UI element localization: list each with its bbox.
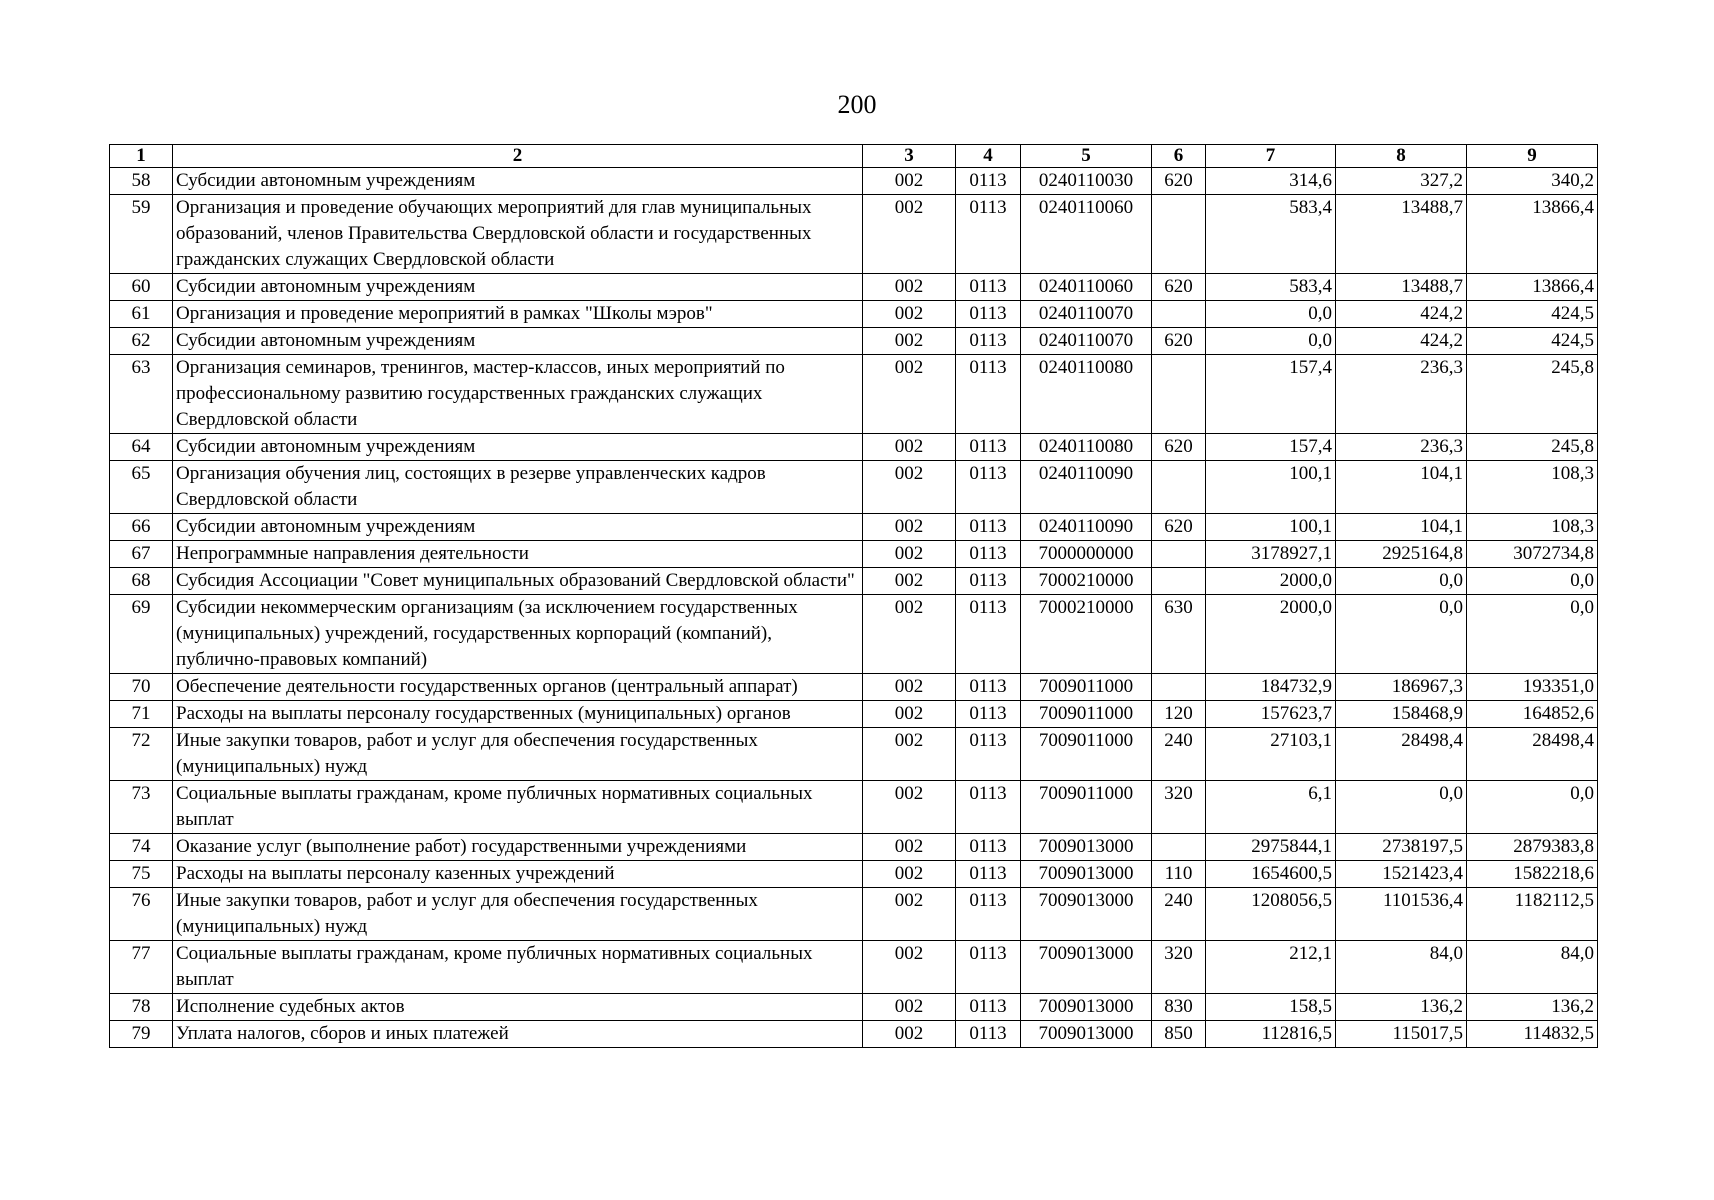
target-article-cell: 0240110070 [1021, 301, 1152, 328]
item-name-cell: Субсидии автономным учреждениям [173, 274, 863, 301]
table-row [110, 701, 1598, 728]
expense-type-cell [1152, 195, 1206, 274]
expense-type-cell: 320 [1152, 941, 1206, 994]
amount-col9-cell: 108,3 [1467, 514, 1598, 541]
amount-col7-cell: 27103,1 [1206, 728, 1336, 781]
expense-type-cell [1152, 301, 1206, 328]
table-row [110, 514, 1598, 541]
item-name-cell: Субсидии автономным учреждениям [173, 514, 863, 541]
expense-type-cell: 620 [1152, 168, 1206, 195]
amount-col9-cell: 424,5 [1467, 301, 1598, 328]
amount-col8-cell: 327,2 [1336, 168, 1467, 195]
amount-col7-cell: 314,6 [1206, 168, 1336, 195]
section-code-cell: 0113 [956, 568, 1021, 595]
expense-type-cell [1152, 568, 1206, 595]
amount-col9-cell: 424,5 [1467, 328, 1598, 355]
row-number-cell: 68 [110, 568, 173, 595]
amount-col9-cell: 2879383,8 [1467, 834, 1598, 861]
table-row [110, 595, 1598, 674]
row-number-cell: 67 [110, 541, 173, 568]
row-number-cell: 78 [110, 994, 173, 1021]
row-number-cell: 72 [110, 728, 173, 781]
target-article-cell: 7009013000 [1021, 994, 1152, 1021]
row-number-cell: 69 [110, 595, 173, 674]
section-code-cell: 0113 [956, 274, 1021, 301]
amount-col9-cell: 0,0 [1467, 781, 1598, 834]
target-article-cell: 7009011000 [1021, 701, 1152, 728]
row-number-cell: 62 [110, 328, 173, 355]
table-row [110, 328, 1598, 355]
ministry-code-cell: 002 [863, 595, 956, 674]
row-number-cell: 65 [110, 461, 173, 514]
amount-col9-cell: 3072734,8 [1467, 541, 1598, 568]
table-row [110, 888, 1598, 941]
table-row [110, 861, 1598, 888]
amount-col7-cell: 6,1 [1206, 781, 1336, 834]
ministry-code-cell: 002 [863, 941, 956, 994]
target-article-cell: 7009013000 [1021, 1021, 1152, 1048]
table-row [110, 728, 1598, 781]
expense-type-cell: 620 [1152, 328, 1206, 355]
item-name-cell: Социальные выплаты гражданам, кроме публичных нормативных социальных выплат [173, 941, 863, 994]
target-article-cell: 0240110080 [1021, 355, 1152, 434]
table-row [110, 568, 1598, 595]
amount-col9-cell: 164852,6 [1467, 701, 1598, 728]
column-header: 1 [110, 145, 173, 168]
ministry-code-cell: 002 [863, 728, 956, 781]
ministry-code-cell: 002 [863, 434, 956, 461]
row-number-cell: 74 [110, 834, 173, 861]
expense-type-cell [1152, 541, 1206, 568]
target-article-cell: 0240110070 [1021, 328, 1152, 355]
item-name-cell: Организация и проведение мероприятий в рамках "Школы мэров" [173, 301, 863, 328]
amount-col8-cell: 104,1 [1336, 461, 1467, 514]
item-name-cell: Субсидии автономным учреждениям [173, 328, 863, 355]
table-row [110, 355, 1598, 434]
amount-col7-cell: 184732,9 [1206, 674, 1336, 701]
amount-col8-cell: 104,1 [1336, 514, 1467, 541]
amount-col9-cell: 1582218,6 [1467, 861, 1598, 888]
amount-col9-cell: 114832,5 [1467, 1021, 1598, 1048]
table-row [110, 941, 1598, 994]
amount-col7-cell: 0,0 [1206, 328, 1336, 355]
table-row [110, 834, 1598, 861]
amount-col8-cell: 115017,5 [1336, 1021, 1467, 1048]
column-header: 2 [173, 145, 863, 168]
ministry-code-cell: 002 [863, 541, 956, 568]
ministry-code-cell: 002 [863, 834, 956, 861]
item-name-cell: Иные закупки товаров, работ и услуг для обеспечения государственных (муниципальных) нужд [173, 728, 863, 781]
row-number-cell: 61 [110, 301, 173, 328]
table-header-row [110, 145, 1598, 168]
item-name-cell: Оказание услуг (выполнение работ) государственными учреждениями [173, 834, 863, 861]
expense-type-cell: 110 [1152, 861, 1206, 888]
expense-type-cell: 630 [1152, 595, 1206, 674]
target-article-cell: 7009011000 [1021, 781, 1152, 834]
budget-table [109, 144, 1598, 1048]
amount-col8-cell: 236,3 [1336, 434, 1467, 461]
amount-col7-cell: 2000,0 [1206, 568, 1336, 595]
amount-col8-cell: 424,2 [1336, 301, 1467, 328]
item-name-cell: Организация обучения лиц, состоящих в резерве управленческих кадров Свердловской области [173, 461, 863, 514]
amount-col8-cell: 28498,4 [1336, 728, 1467, 781]
section-code-cell: 0113 [956, 301, 1021, 328]
item-name-cell: Организация семинаров, тренингов, мастер-классов, иных мероприятий по профессиональному развитию государственных гражданских служащих Свердловской области [173, 355, 863, 434]
row-number-cell: 64 [110, 434, 173, 461]
amount-col7-cell: 1654600,5 [1206, 861, 1336, 888]
section-code-cell: 0113 [956, 195, 1021, 274]
item-name-cell: Расходы на выплаты персоналу государственных (муниципальных) органов [173, 701, 863, 728]
section-code-cell: 0113 [956, 434, 1021, 461]
amount-col9-cell: 245,8 [1467, 355, 1598, 434]
expense-type-cell: 120 [1152, 701, 1206, 728]
column-header: 8 [1336, 145, 1467, 168]
amount-col9-cell: 136,2 [1467, 994, 1598, 1021]
item-name-cell: Субсидии некоммерческим организациям (за исключением государственных (муниципальных) учреждений, государственных корпораций (компаний), публично-правовых компаний) [173, 595, 863, 674]
ministry-code-cell: 002 [863, 328, 956, 355]
amount-col9-cell: 0,0 [1467, 568, 1598, 595]
section-code-cell: 0113 [956, 701, 1021, 728]
ministry-code-cell: 002 [863, 514, 956, 541]
section-code-cell: 0113 [956, 168, 1021, 195]
target-article-cell: 7009013000 [1021, 861, 1152, 888]
amount-col9-cell: 28498,4 [1467, 728, 1598, 781]
row-number-cell: 75 [110, 861, 173, 888]
amount-col8-cell: 136,2 [1336, 994, 1467, 1021]
amount-col7-cell: 100,1 [1206, 514, 1336, 541]
row-number-cell: 60 [110, 274, 173, 301]
amount-col7-cell: 158,5 [1206, 994, 1336, 1021]
target-article-cell: 7000000000 [1021, 541, 1152, 568]
table-row [110, 274, 1598, 301]
table-body [110, 168, 1598, 1048]
amount-col9-cell: 13866,4 [1467, 274, 1598, 301]
ministry-code-cell: 002 [863, 888, 956, 941]
amount-col8-cell: 0,0 [1336, 781, 1467, 834]
item-name-cell: Исполнение судебных актов [173, 994, 863, 1021]
expense-type-cell [1152, 674, 1206, 701]
expense-type-cell: 320 [1152, 781, 1206, 834]
ministry-code-cell: 002 [863, 355, 956, 434]
target-article-cell: 0240110080 [1021, 434, 1152, 461]
expense-type-cell: 850 [1152, 1021, 1206, 1048]
row-number-cell: 66 [110, 514, 173, 541]
amount-col8-cell: 424,2 [1336, 328, 1467, 355]
page-number: 200 [837, 90, 877, 119]
section-code-cell: 0113 [956, 674, 1021, 701]
target-article-cell: 7000210000 [1021, 568, 1152, 595]
amount-col9-cell: 245,8 [1467, 434, 1598, 461]
target-article-cell: 7009013000 [1021, 888, 1152, 941]
expense-type-cell [1152, 355, 1206, 434]
item-name-cell: Уплата налогов, сборов и иных платежей [173, 1021, 863, 1048]
table-row [110, 301, 1598, 328]
expense-type-cell: 620 [1152, 514, 1206, 541]
target-article-cell: 7009011000 [1021, 728, 1152, 781]
item-name-cell: Расходы на выплаты персоналу казенных учреждений [173, 861, 863, 888]
amount-col8-cell: 2738197,5 [1336, 834, 1467, 861]
item-name-cell: Субсидии автономным учреждениям [173, 434, 863, 461]
item-name-cell: Субсидия Ассоциации "Совет муниципальных образований Свердловской области" [173, 568, 863, 595]
amount-col9-cell: 340,2 [1467, 168, 1598, 195]
ministry-code-cell: 002 [863, 701, 956, 728]
amount-col7-cell: 583,4 [1206, 195, 1336, 274]
row-number-cell: 58 [110, 168, 173, 195]
amount-col8-cell: 0,0 [1336, 595, 1467, 674]
amount-col7-cell: 212,1 [1206, 941, 1336, 994]
amount-col8-cell: 186967,3 [1336, 674, 1467, 701]
item-name-cell: Социальные выплаты гражданам, кроме публичных нормативных социальных выплат [173, 781, 863, 834]
column-header: 6 [1152, 145, 1206, 168]
table-row [110, 461, 1598, 514]
amount-col7-cell: 157,4 [1206, 434, 1336, 461]
item-name-cell: Обеспечение деятельности государственных органов (центральный аппарат) [173, 674, 863, 701]
amount-col8-cell: 13488,7 [1336, 274, 1467, 301]
expense-type-cell: 240 [1152, 728, 1206, 781]
section-code-cell: 0113 [956, 941, 1021, 994]
table-row [110, 781, 1598, 834]
section-code-cell: 0113 [956, 595, 1021, 674]
expense-type-cell: 620 [1152, 434, 1206, 461]
column-header: 9 [1467, 145, 1598, 168]
amount-col7-cell: 157623,7 [1206, 701, 1336, 728]
row-number-cell: 79 [110, 1021, 173, 1048]
section-code-cell: 0113 [956, 888, 1021, 941]
target-article-cell: 0240110090 [1021, 461, 1152, 514]
section-code-cell: 0113 [956, 1021, 1021, 1048]
section-code-cell: 0113 [956, 781, 1021, 834]
expense-type-cell [1152, 834, 1206, 861]
ministry-code-cell: 002 [863, 674, 956, 701]
table-row [110, 994, 1598, 1021]
section-code-cell: 0113 [956, 541, 1021, 568]
item-name-cell: Непрограммные направления деятельности [173, 541, 863, 568]
amount-col7-cell: 100,1 [1206, 461, 1336, 514]
amount-col8-cell: 1101536,4 [1336, 888, 1467, 941]
target-article-cell: 7000210000 [1021, 595, 1152, 674]
table-row [110, 434, 1598, 461]
expense-type-cell: 830 [1152, 994, 1206, 1021]
ministry-code-cell: 002 [863, 461, 956, 514]
amount-col8-cell: 13488,7 [1336, 195, 1467, 274]
amount-col8-cell: 1521423,4 [1336, 861, 1467, 888]
ministry-code-cell: 002 [863, 994, 956, 1021]
target-article-cell: 7009013000 [1021, 941, 1152, 994]
amount-col7-cell: 0,0 [1206, 301, 1336, 328]
ministry-code-cell: 002 [863, 195, 956, 274]
section-code-cell: 0113 [956, 355, 1021, 434]
target-article-cell: 0240110060 [1021, 274, 1152, 301]
amount-col7-cell: 3178927,1 [1206, 541, 1336, 568]
amount-col9-cell: 84,0 [1467, 941, 1598, 994]
ministry-code-cell: 002 [863, 274, 956, 301]
amount-col8-cell: 84,0 [1336, 941, 1467, 994]
table-row [110, 168, 1598, 195]
table-row [110, 674, 1598, 701]
expense-type-cell: 620 [1152, 274, 1206, 301]
ministry-code-cell: 002 [863, 168, 956, 195]
target-article-cell: 7009011000 [1021, 674, 1152, 701]
expense-type-cell: 240 [1152, 888, 1206, 941]
section-code-cell: 0113 [956, 514, 1021, 541]
amount-col9-cell: 1182112,5 [1467, 888, 1598, 941]
row-number-cell: 71 [110, 701, 173, 728]
row-number-cell: 70 [110, 674, 173, 701]
amount-col9-cell: 108,3 [1467, 461, 1598, 514]
amount-col9-cell: 0,0 [1467, 595, 1598, 674]
ministry-code-cell: 002 [863, 861, 956, 888]
amount-col9-cell: 13866,4 [1467, 195, 1598, 274]
row-number-cell: 63 [110, 355, 173, 434]
amount-col7-cell: 2975844,1 [1206, 834, 1336, 861]
item-name-cell: Иные закупки товаров, работ и услуг для обеспечения государственных (муниципальных) нужд [173, 888, 863, 941]
amount-col7-cell: 2000,0 [1206, 595, 1336, 674]
amount-col8-cell: 158468,9 [1336, 701, 1467, 728]
row-number-cell: 59 [110, 195, 173, 274]
row-number-cell: 77 [110, 941, 173, 994]
section-code-cell: 0113 [956, 994, 1021, 1021]
amount-col7-cell: 1208056,5 [1206, 888, 1336, 941]
column-header: 5 [1021, 145, 1152, 168]
amount-col9-cell: 193351,0 [1467, 674, 1598, 701]
section-code-cell: 0113 [956, 461, 1021, 514]
row-number-cell: 73 [110, 781, 173, 834]
item-name-cell: Субсидии автономным учреждениям [173, 168, 863, 195]
amount-col7-cell: 157,4 [1206, 355, 1336, 434]
ministry-code-cell: 002 [863, 781, 956, 834]
table-row [110, 541, 1598, 568]
target-article-cell: 7009013000 [1021, 834, 1152, 861]
column-header: 7 [1206, 145, 1336, 168]
amount-col8-cell: 236,3 [1336, 355, 1467, 434]
ministry-code-cell: 002 [863, 1021, 956, 1048]
section-code-cell: 0113 [956, 328, 1021, 355]
section-code-cell: 0113 [956, 728, 1021, 781]
target-article-cell: 0240110090 [1021, 514, 1152, 541]
ministry-code-cell: 002 [863, 568, 956, 595]
table-row [110, 195, 1598, 274]
column-header: 3 [863, 145, 956, 168]
target-article-cell: 0240110030 [1021, 168, 1152, 195]
amount-col7-cell: 583,4 [1206, 274, 1336, 301]
item-name-cell: Организация и проведение обучающих мероприятий для глав муниципальных образований, членов Правительства Свердловской области и государственных гражданских служащих Свердловской области [173, 195, 863, 274]
ministry-code-cell: 002 [863, 301, 956, 328]
row-number-cell: 76 [110, 888, 173, 941]
expense-type-cell [1152, 461, 1206, 514]
column-header: 4 [956, 145, 1021, 168]
section-code-cell: 0113 [956, 861, 1021, 888]
amount-col7-cell: 112816,5 [1206, 1021, 1336, 1048]
table-row [110, 1021, 1598, 1048]
amount-col8-cell: 2925164,8 [1336, 541, 1467, 568]
target-article-cell: 0240110060 [1021, 195, 1152, 274]
amount-col8-cell: 0,0 [1336, 568, 1467, 595]
section-code-cell: 0113 [956, 834, 1021, 861]
